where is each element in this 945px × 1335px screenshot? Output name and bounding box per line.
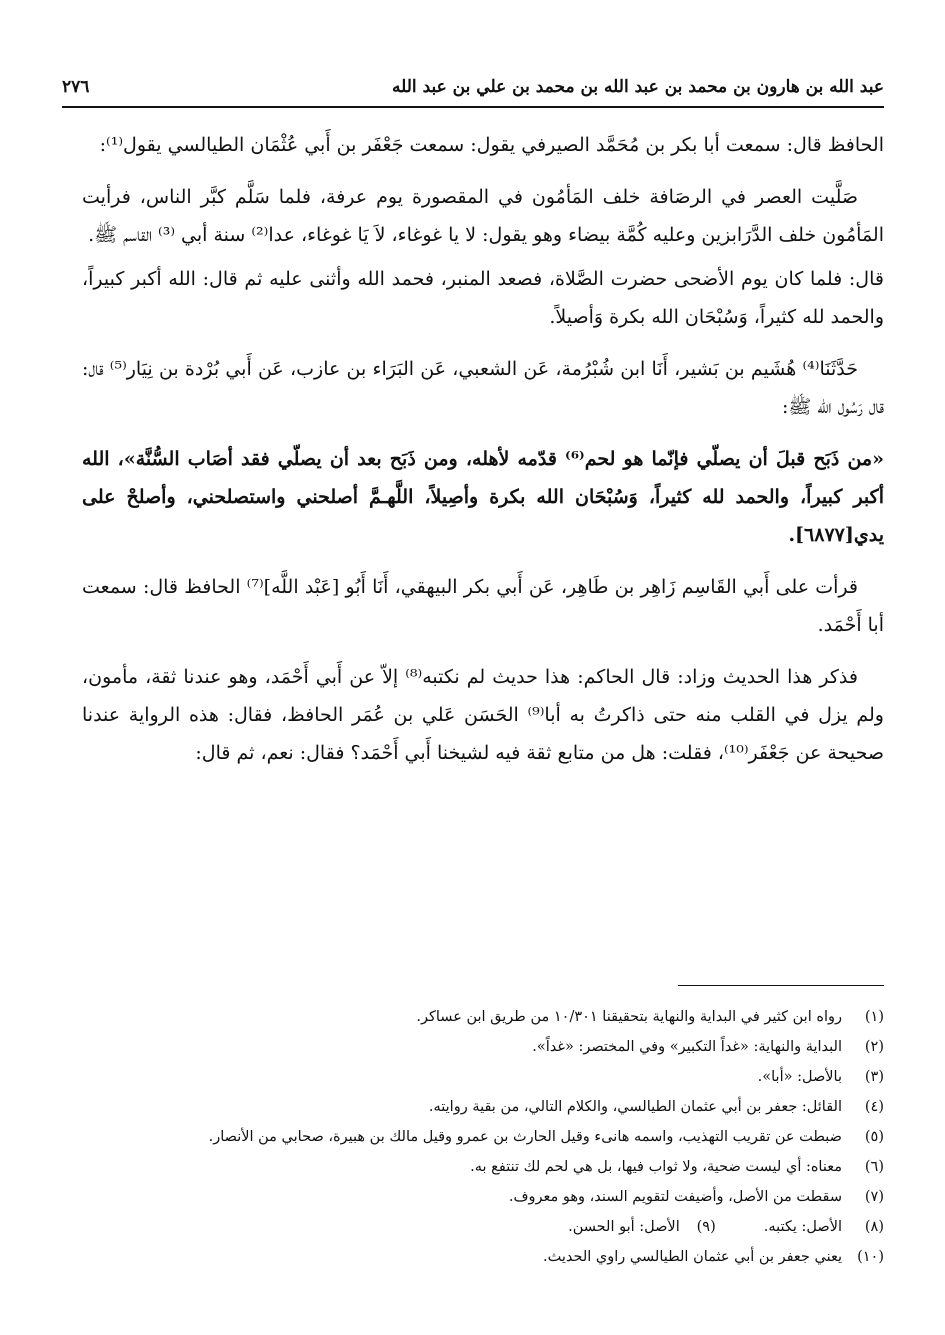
footnote (82, 1242, 884, 1272)
footnote (82, 1182, 884, 1212)
footnote-text: بالأصل: «أبا». (757, 1069, 842, 1085)
paragraph: الحافظ قال: سمعت أبا بكر بن مُحَمَّد الصيرفي يقول: سمعت جَعْفَر بن أَبي عُثْمَان الطيالسي يقول⁽¹⁾: (99, 134, 884, 156)
footnote-number: (٩) (696, 1219, 716, 1235)
footnote-number: (١٠) (857, 1249, 884, 1265)
footnote-text: الأصل: يكتبه. (763, 1219, 842, 1235)
footnote-number: (٤) (864, 1099, 884, 1115)
paragraph: قال: فلما كان يوم الأضحى حضرت الصَّلاة، فصعد المنبر، فحمد الله وأثنى عليه ثم قال: الله أكبر كبيراً، والحمد لله كثيراً، وَسُبْحَان الله بكرة وَأصيلاً. (82, 268, 884, 328)
footnote-text: البداية والنهاية: «غداً التكبير» وفي المختصر: «غداً». (532, 1039, 842, 1055)
footnote (82, 1032, 884, 1062)
header-rule (62, 106, 884, 108)
footnote-number: (٥) (864, 1129, 884, 1145)
footnote-text: ضبطت عن تقريب التهذيب، واسمه هانىء وقيل الحارث بن عمرو وقيل مالك بن هبيرة، صحابي من الأنصار. (208, 1129, 842, 1145)
page-header (62, 70, 884, 104)
paragraph: حَدَّثَنَا⁽⁴⁾ هُشَيم بن بَشير، أَنَا ابن شُبْرُمة، عَن الشعبي، عَن البَرَاء بن عازب، عَن أَبي بُرْدة بن نِيَار⁽⁵⁾ قال: قال رَسُول الله ﷺ: (82, 358, 884, 418)
footnote (82, 1122, 884, 1152)
hadith-text: «من ذَبَح قبلَ أن يصلّي فإنّما هو لحم⁽⁶⁾ قدّمه لأهله، ومن ذَبَح بعد أن يصلّي فقد أصَاب السُّنَّة»، الله أكبر كبيراً، والحمد لله كثيراً، وَسُبْحَان الله بكرة وأصِيلاً، اللَّهـمَّ أصلحني واستصلحني، وأصلحْ على يدي[٦٨٧٧]. (82, 448, 884, 546)
footnote-number: (٨) (864, 1219, 884, 1235)
footnote (82, 1092, 884, 1122)
footnote-number: (٢) (864, 1039, 884, 1055)
footnote-text: سقطت من الأصل، وأضيفت لتقويم السند، وهو معروف. (508, 1189, 842, 1205)
footnote-text: الأصل: أبو الحسن. (568, 1219, 680, 1235)
footnote (82, 1002, 884, 1032)
footnote-pair (82, 1212, 884, 1242)
page-number: ٢٧٦ (62, 77, 90, 97)
paragraph: صَلَّيت العصر في الرصَافة خلف المَأمُون في المقصورة يوم عرفة، فلما سَلَّم كبَّر الناس، فرأيت المَأمُون خلف الدَّرَابزين وعليه كُمَّة بيضاء وهو يقول: لا يا غوغاء، لاَ يَا غوغاء، عدا⁽²⁾ سنة أبي ⁽³⁾ القاسم ﷺ. (82, 186, 884, 246)
footnotes (82, 1002, 884, 1272)
footnote (82, 1062, 884, 1092)
footnote (82, 1152, 884, 1182)
footnote-text: يعني جعفر بن أبي عثمان الطيالسي راوي الحديث. (542, 1249, 842, 1265)
footnote-number: (٣) (864, 1069, 884, 1085)
footnote-text: القائل: جعفر بن أبي عثمان الطيالسي، والكلام التالي، من بقية روايته. (428, 1099, 842, 1115)
paragraph: فذكر هذا الحديث وزاد: قال الحاكم: هذا حديث لم نكتبه⁽⁸⁾ إلاّ عن أَبي أَحْمَد، وهو عندنا ثقة، مأمون، ولم يزل في القلب منه حتى ذاكرتُ به أبا⁽⁹⁾ الحَسَن عَلي بن عُمَر الحافظ، فقال: هذه الرواية عندنا صحيحة عن جَعْفَر⁽¹⁰⁾، فقلت: هل من متابع ثقة فيه لشيخنا أَبي أَحْمَد؟ فقال: نعم، ثم قال: (82, 666, 884, 764)
footnote-rule (678, 985, 884, 986)
running-title: عبد الله بن هارون بن محمد بن عبد الله بن محمد بن علي بن عبد الله (392, 77, 884, 97)
footnote-number: (٧) (864, 1189, 884, 1205)
footnote-text: معناه: أي ليست ضحية، ولا ثواب فيها، بل هي لحم لك تنتفع به. (470, 1159, 842, 1175)
footnote-number: (١) (864, 1009, 884, 1025)
footnote-inline (568, 1212, 716, 1242)
paragraph: قرأت على أَبي القَاسِم زَاهِر بن طَاهِر، عَن أَبي بكر البيهقي، أَنَا أَبُو [عَبْد اللَّه]⁽⁷⁾ الحافظ قال: سمعت أبا أَحْمَد. (82, 576, 884, 636)
main-text (82, 126, 884, 778)
footnote-text: رواه ابن كثير في البداية والنهاية بتحقيقنا ١٠/٣٠١ من طريق ابن عساكر. (416, 1009, 842, 1025)
footnote-number: (٦) (864, 1159, 884, 1175)
